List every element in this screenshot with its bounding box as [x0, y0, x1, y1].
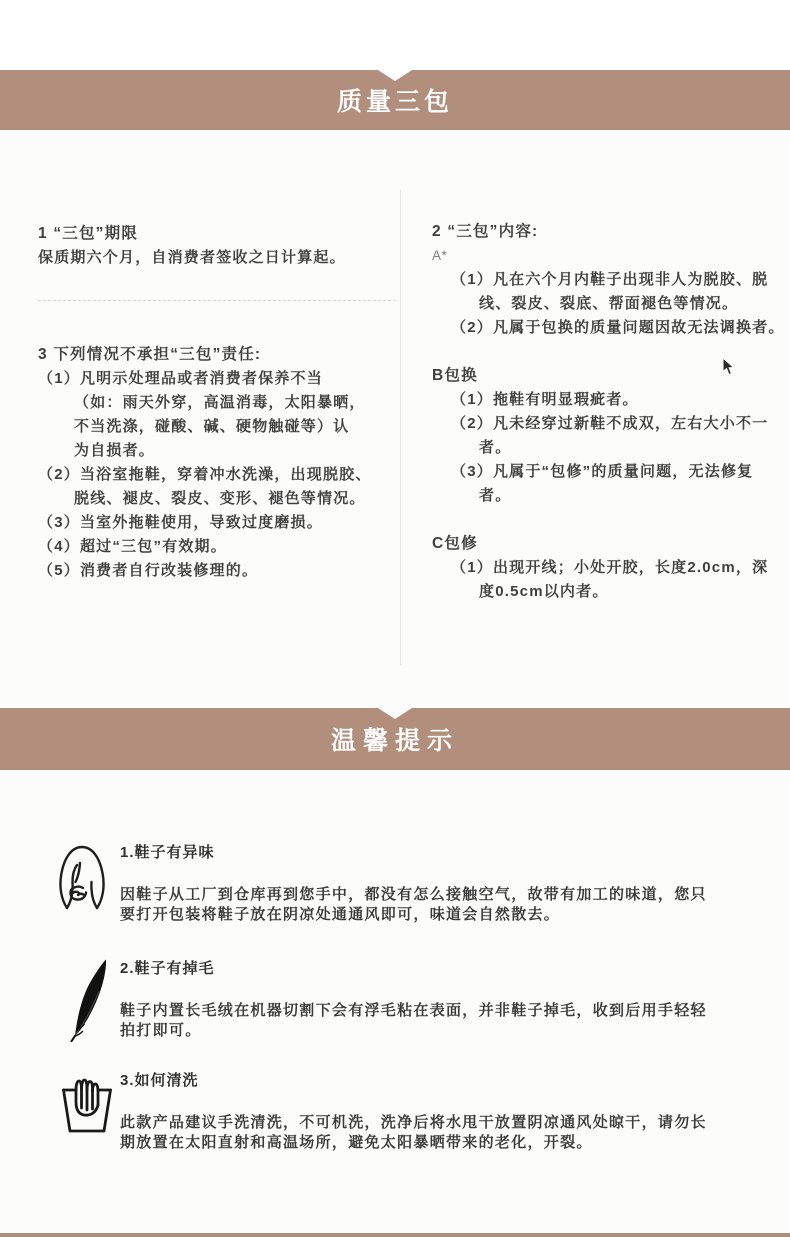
tip-text — [120, 958, 758, 1041]
warranty-line: （1）拖鞋有明显瑕疵者。 — [451, 391, 639, 408]
section2-title: 2 “三包”内容: — [432, 223, 539, 240]
warranty-line: 者。 — [479, 439, 512, 456]
warranty-line: （1）凡在六个月内鞋子出现非人为脱胶、脱 — [451, 271, 769, 288]
section2-note: A* — [432, 248, 448, 263]
warranty-right-column — [432, 220, 784, 604]
warranty-line: （2）当浴室拖鞋，穿着冲水洗澡，出现脱胶、 — [38, 466, 372, 483]
section3-title: 3 下列情况不承担“三包”责任: — [38, 346, 262, 363]
warm-tips-banner — [0, 708, 790, 770]
warranty-line: 线、裂皮、裂底、帮面褪色等情况。 — [479, 295, 739, 312]
tip-text — [120, 842, 758, 925]
warranty-line: （2）凡属于包换的质量问题因故无法调换者。 — [451, 319, 785, 336]
warranty-line: （3）凡属于“包修”的质量问题，无法修复 — [451, 463, 754, 480]
tip-body-line: 期放置在太阳直射和高温场所，避免太阳暴晒带来的老化，开裂。 — [120, 1134, 593, 1151]
warranty-line: （1）出现开线；小处开胶，长度2.0cm，深 — [451, 559, 769, 576]
bottom-accent-strip — [0, 1233, 790, 1237]
tip-body-line: 要打开包装将鞋子放在阴凉处通通风即可，味道会自然散去。 — [120, 906, 561, 923]
tip-body-line: 因鞋子从工厂到仓库再到您手中，都没有怎么接触空气，故带有加工的味道，您只 — [120, 886, 707, 903]
tip-text — [120, 1070, 758, 1153]
groupC-title: C包修 — [432, 535, 478, 552]
warranty-line: （4）超过“三包”有效期。 — [38, 538, 227, 555]
tip-body — [120, 1113, 758, 1153]
feather-icon — [70, 956, 108, 1047]
banner-title: 温馨提示 — [330, 727, 459, 755]
tip-body-line: 此款产品建议手洗清洗，不可机洗，洗净后将水甩干放置阴凉通风处晾干，请勿长 — [120, 1114, 707, 1131]
warranty-line: 者。 — [479, 487, 512, 504]
column-divider — [400, 190, 401, 665]
top-white-strip — [0, 0, 790, 70]
banner-notch — [378, 70, 412, 81]
tip-title: 3.如何清洗 — [120, 1072, 199, 1089]
tip-title: 2.鞋子有掉毛 — [120, 960, 215, 977]
warranty-line: 为自损者。 — [74, 442, 156, 459]
banner-title: 质量三包 — [336, 88, 453, 116]
banner-notch — [378, 708, 412, 719]
dashed-divider — [38, 300, 396, 301]
warranty-line: （5）消费者自行改装修理的。 — [38, 562, 259, 579]
hand-wash-icon — [62, 1078, 112, 1139]
section1-title: 1 “三包”期限 — [38, 225, 139, 242]
quality-guarantee-banner — [0, 70, 790, 130]
tip-item — [58, 1070, 758, 1153]
tip-body-line: 拍打即可。 — [120, 1022, 202, 1039]
tip-item — [58, 958, 758, 1041]
warranty-line: （2）凡未经穿过新鞋不成双，左右大小不一 — [451, 415, 769, 432]
smell-face-icon — [58, 844, 106, 917]
warranty-line: （3）当室外拖鞋使用，导致过度磨损。 — [38, 514, 323, 531]
mouse-cursor-icon — [721, 357, 736, 381]
warranty-left-column — [38, 222, 400, 270]
tip-body — [120, 1001, 758, 1041]
warranty-line: 度0.5cm以内者。 — [479, 583, 609, 600]
tip-title: 1.鞋子有异味 — [120, 844, 215, 861]
warranty-line: （如：雨天外穿，高温消毒，太阳暴晒， — [74, 394, 366, 411]
warranty-line: 不当洗涤，碰酸、碱、硬物触碰等）认 — [74, 418, 350, 435]
warranty-left-section3 — [38, 343, 400, 583]
warranty-line: 脱线、褪皮、裂皮、变形、褪色等情况。 — [74, 490, 366, 507]
section1-body: 保质期六个月，自消费者签收之日计算起。 — [38, 249, 346, 266]
tip-body-line: 鞋子内置长毛绒在机器切割下会有浮毛粘在表面，并非鞋子掉毛，收到后用手轻轻 — [120, 1002, 707, 1019]
tip-body — [120, 885, 758, 925]
warranty-line: （1）凡明示处理品或者消费者保养不当 — [38, 370, 323, 387]
groupB-title: B包换 — [432, 367, 478, 384]
tip-item — [58, 842, 758, 925]
